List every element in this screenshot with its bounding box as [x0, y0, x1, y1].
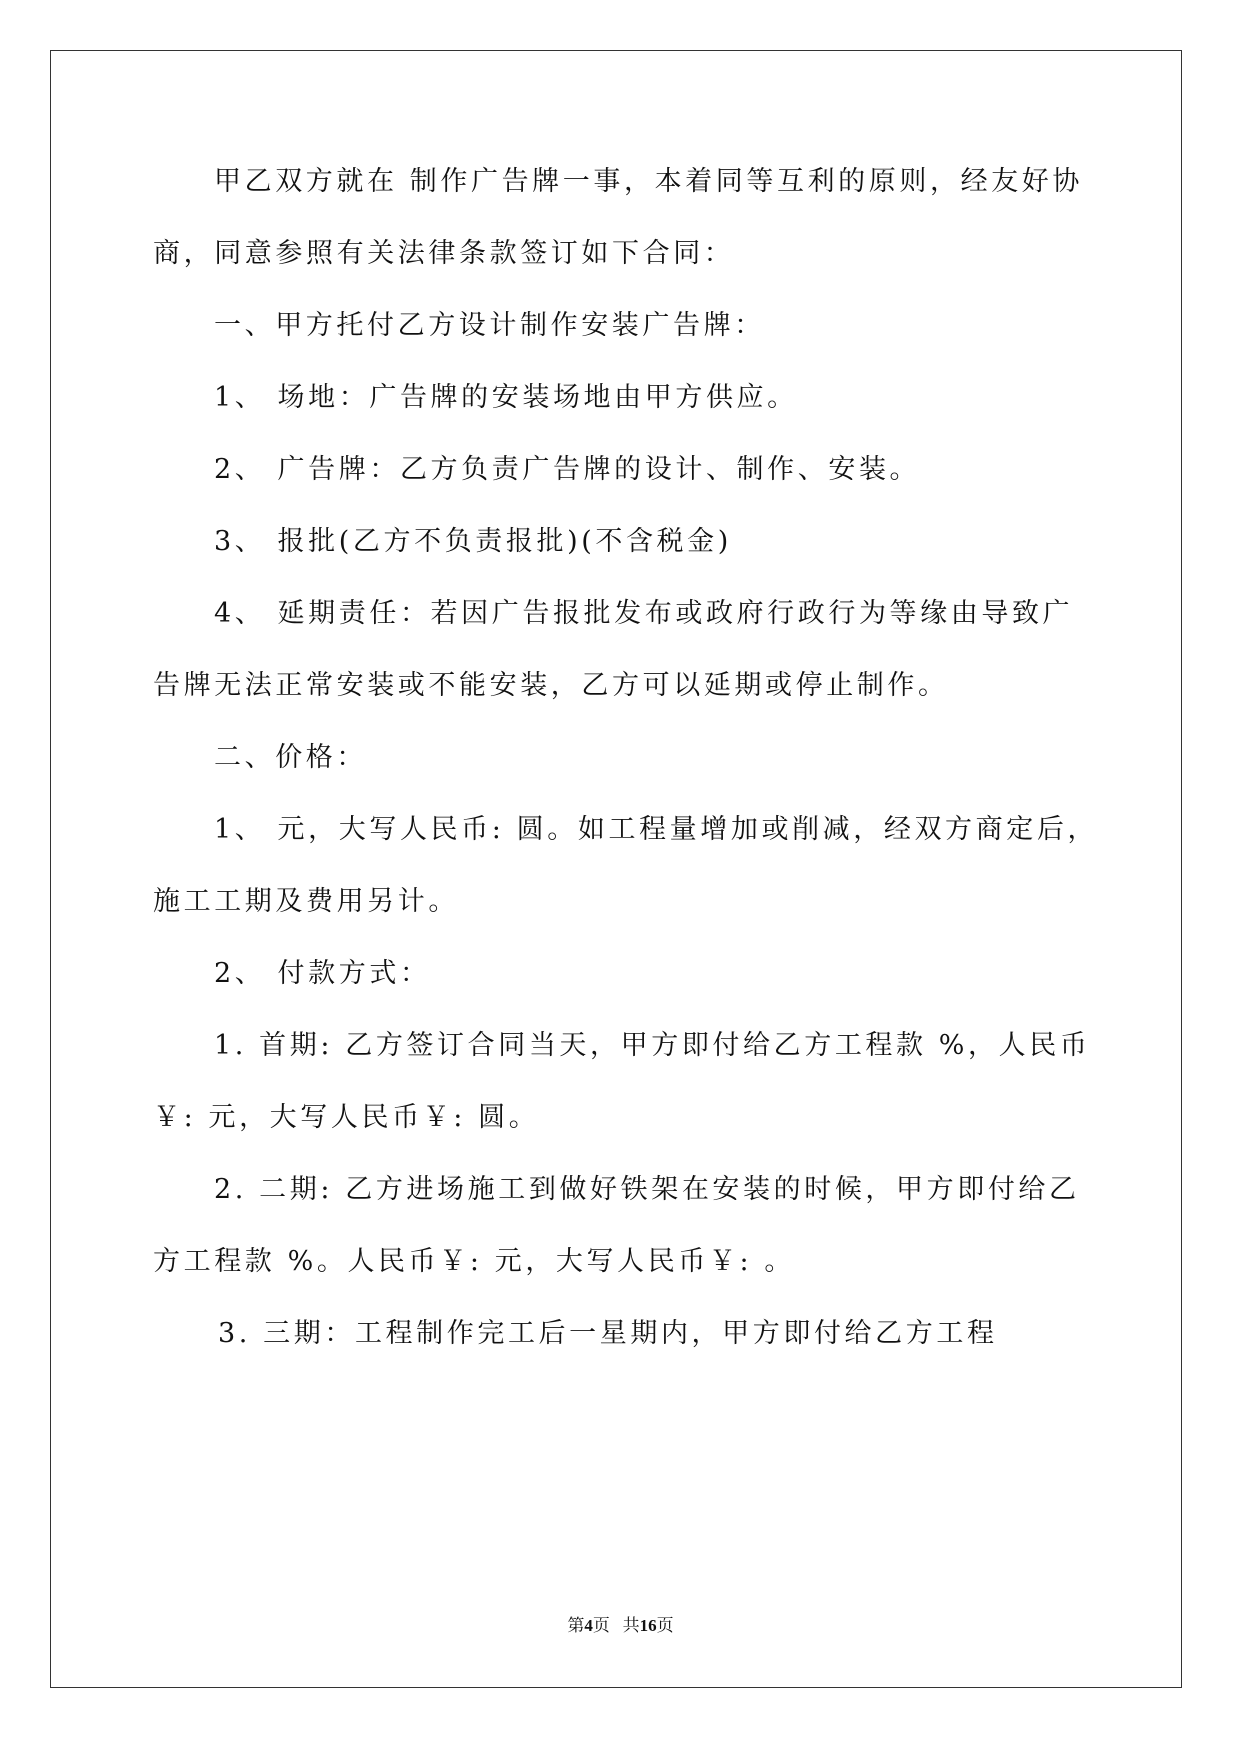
paragraph-line: 方工程款 %。人民币￥: 元，大写人民币￥: 。: [153, 1246, 795, 1277]
section-heading: 二、价格：: [214, 742, 367, 773]
section-heading: 一、甲方托付乙方设计制作安装广告牌：: [214, 310, 765, 341]
footer-total-prefix: 共: [622, 1616, 640, 1635]
list-item: 3. 三期：工程制作完工后一星期内，甲方即付给乙方工程: [218, 1318, 998, 1349]
footer-prefix: 第: [567, 1616, 585, 1635]
list-item: 2. 二期: 乙方进场施工到做好铁架在安装的时候，甲方即付给乙: [214, 1174, 1080, 1205]
footer-total-suffix: 页: [656, 1616, 674, 1635]
list-item: 1、 场地：广告牌的安装场地由甲方供应。: [214, 382, 798, 413]
list-item: 3、 报批(乙方不负责报批)(不含税金): [214, 526, 732, 557]
total-page-count: 16: [639, 1616, 657, 1635]
paragraph-line: 施工工期及费用另计。: [153, 886, 459, 917]
paragraph-line: 告牌无法正常安装或不能安装，乙方可以延期或停止制作。: [153, 670, 949, 701]
list-item: 2、 付款方式：: [214, 958, 431, 989]
paragraph-line: 甲乙双方就在 制作广告牌一事，本着同等互利的原则，经友好协: [214, 166, 1083, 197]
current-page-number: 4: [584, 1616, 593, 1635]
list-item: 1、 元，大写人民币: 圆。如工程量增加或削减，经双方商定后，: [214, 814, 1099, 845]
paragraph-line: ￥: 元，大写人民币￥: 圆。: [153, 1102, 540, 1133]
list-item: 4、 延期责任：若因广告报批发布或政府行政行为等缘由导致广: [214, 598, 1074, 629]
list-item: 2、 广告牌：乙方负责广告牌的设计、制作、安装。: [214, 454, 921, 485]
footer-page-suffix: 页: [592, 1616, 610, 1635]
list-item: 1. 首期: 乙方签订合同当天，甲方即付给乙方工程款 %，人民币: [214, 1030, 1091, 1061]
page-border: [50, 50, 1182, 1688]
page-footer: [0, 1614, 1241, 1638]
paragraph-line: 商，同意参照有关法律条款签订如下合同：: [153, 238, 735, 269]
